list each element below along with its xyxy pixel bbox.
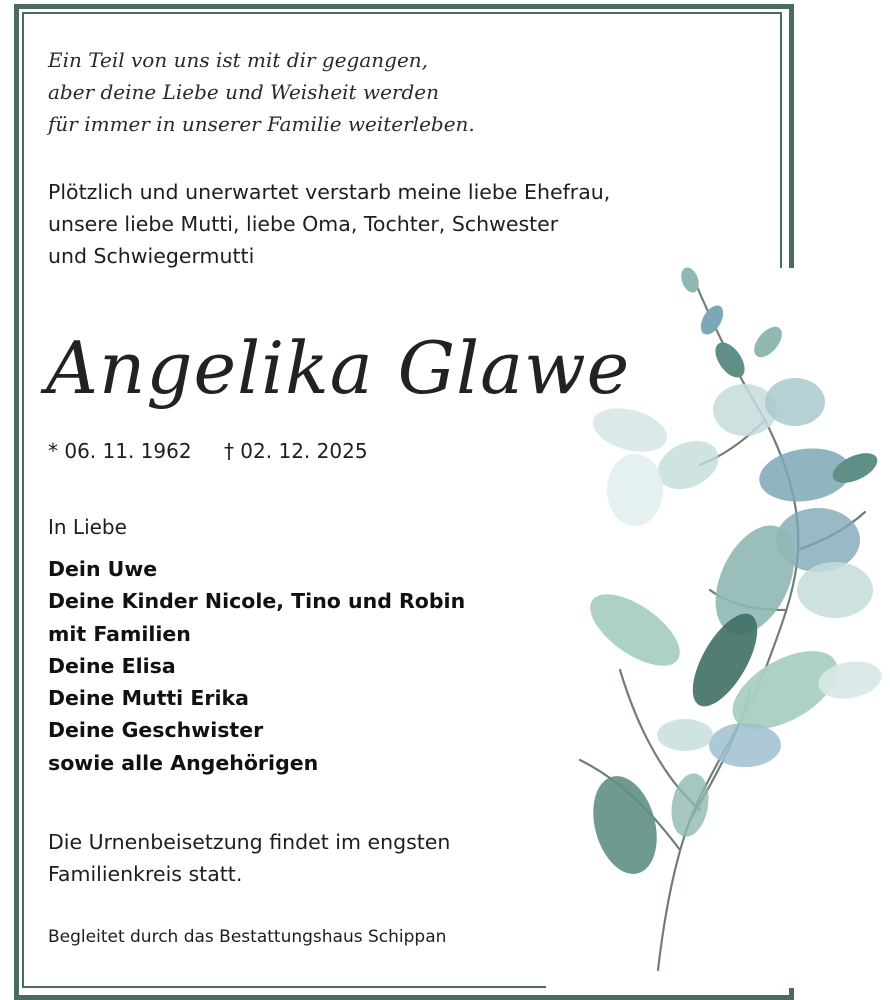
birth-date: * 06. 11. 1962 <box>48 439 192 463</box>
announcement-line: Plötzlich und unerwartet verstarb meine liebe Ehefrau, <box>48 180 611 204</box>
mourner-entry: Dein Uwe <box>48 557 158 581</box>
mourner-entry: sowie alle Angehörigen <box>48 750 319 775</box>
undertaker-credit: Begleitet durch das Bestattungshaus Schippan <box>48 927 447 947</box>
announcement-line: unsere liebe Mutti, liebe Oma, Tochter, Schwester <box>48 212 559 236</box>
motto-verse <box>48 44 475 140</box>
motto-line: Ein Teil von uns ist mit dir gegangen, <box>48 48 429 72</box>
burial-line: Die Urnenbeisetzung findet im engsten <box>48 830 451 854</box>
motto-line: aber deine Liebe und Weisheit werden <box>48 80 439 104</box>
mourner-entry: Deine Geschwister <box>48 718 264 743</box>
motto-line: für immer in unserer Familie weiterleben. <box>48 112 475 136</box>
mourner-entry: Deine Kinder Nicole, Tino und Robin <box>48 589 466 614</box>
burial-line: Familienkreis statt. <box>48 862 243 886</box>
death-date: † 02. 12. 2025 <box>223 439 368 463</box>
life-dates <box>48 437 368 465</box>
deceased-name: Angelika Glawe <box>46 326 631 410</box>
burial-note <box>48 826 450 890</box>
death-announcement <box>48 176 610 272</box>
in-love-label: In Liebe <box>48 515 127 539</box>
announcement-line: und Schwiegermutti <box>48 244 255 268</box>
mourner-entry: Deine Elisa <box>48 653 176 678</box>
mourners-list <box>48 553 465 779</box>
mourner-entry: mit Familien <box>48 621 191 646</box>
mourner-entry: Deine Mutti Erika <box>48 686 249 711</box>
